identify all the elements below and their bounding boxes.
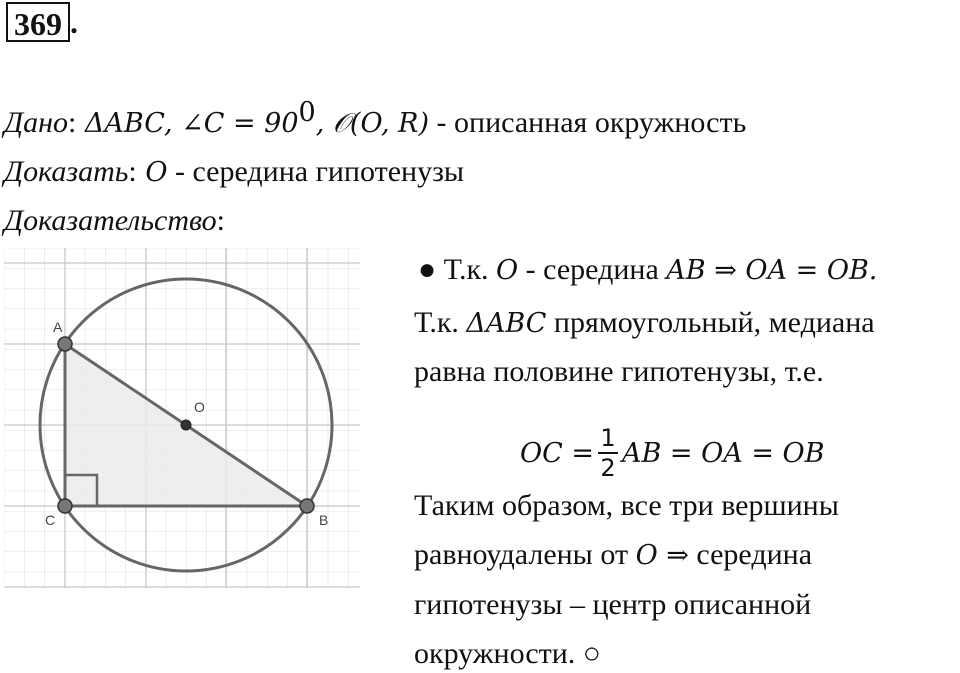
point-o [181,420,191,430]
proof-l1-a: ● Т.к. [418,253,497,286]
proof-line-6: гипотенузы – центр описанной [414,588,812,621]
proof-l5-a: равноудалены от [414,538,636,571]
label-a: A [53,319,63,335]
prove-line [4,155,464,190]
given-degree: 0 [298,97,316,128]
proof-heading [4,204,225,238]
point-b [300,499,314,513]
proof-l1-math-2: AB ⇒ OA = OB. [666,255,878,286]
proof-sep: : [216,204,225,237]
fraction-half [598,424,618,482]
formula-right: AB = OA = OB [622,437,825,469]
proof-l1-math-1: O [496,255,519,286]
point-a [58,337,72,351]
formula-left: OC = [520,437,594,469]
proof-line-1 [418,253,877,288]
proof-line-2 [414,306,875,341]
triangle-figure [4,248,360,593]
given-math-2: , 𝒪(O, R) [315,108,430,139]
given-line [4,97,747,141]
proof-l5-b: середина [688,538,813,571]
point-c [58,499,72,513]
prove-label: Доказать [4,155,129,188]
given-math: ΔABC, ∠C = 90 [76,108,299,139]
grid-lines [4,248,360,588]
prove-sep: : [128,155,137,188]
proof-line-7: окружности. ○ [414,637,601,670]
proof-l2-b: прямоугольный, медиана [546,306,875,339]
label-c: C [45,512,56,528]
given-label: Дано [4,106,68,139]
median-formula [520,424,825,482]
triangle-diagram [4,248,360,588]
given-text: - описанная окружность [429,106,747,139]
proof-l1-b: - середина [518,253,667,286]
prove-text: - середина гипотенузы [167,155,465,188]
given-sep: : [67,106,77,139]
proof-l2-a: Т.к. [414,306,467,339]
problem-number: 369 [6,2,70,42]
fraction-numerator: 1 [600,424,616,452]
proof-line-3: равна половине гипотенузы, т.е. [414,355,824,388]
proof-l5-math: O ⇒ [635,540,689,571]
proof-line-5 [414,538,812,573]
proof-line-4: Таким образом, все три вершины [414,489,839,522]
problem-number-dot: . [70,4,78,40]
label-o: O [194,399,205,415]
prove-math: O [136,157,168,188]
fraction-denominator: 2 [600,454,616,482]
label-b: B [319,512,329,528]
proof-l2-math: ΔABC [466,308,547,339]
proof-label: Доказательство [4,204,217,237]
